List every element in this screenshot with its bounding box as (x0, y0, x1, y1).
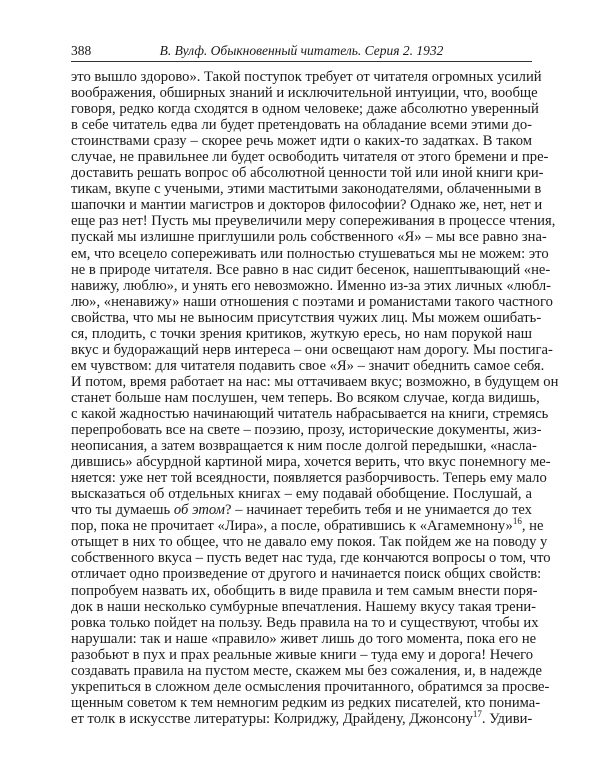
header-rule (71, 61, 532, 62)
text-segment: отличает одно произведение от другого и начинается поиск общих свойств: (71, 566, 542, 583)
text-line (71, 630, 537, 647)
text-segment: пускай мы излишне приглушили роль собственного «Я» – мы все равно зна- (71, 229, 547, 246)
text-segment: отыщет в них то общее, что не давало ему покоя. Так пойдем же на поводу у (71, 534, 548, 551)
text-line (71, 69, 542, 85)
text-line (71, 213, 556, 230)
text-line (71, 101, 539, 118)
text-segment: тикам, вкупе с учеными, этими маститыми законодателями, облаченными в (71, 181, 542, 198)
text-line (71, 647, 532, 663)
text-segment: это вышло здорово». Такой поступок требует от читателя огромных усилий (71, 69, 542, 85)
text-segment: неописания, а затем возвращается к ним после долгой передышки, «насла- (71, 438, 537, 455)
text-segment: что ты думаешь (71, 502, 174, 519)
text-line (71, 708, 533, 727)
text-line (71, 181, 542, 198)
text-segment: свойства, что мы не выносим присутствия чужих лиц. Мы можем ошибать- (71, 309, 542, 326)
text-segment: ет толк в искусстве литературы: Колриджу, Драйдену, Джонсону (71, 710, 473, 727)
text-line (71, 85, 538, 102)
text-line (71, 245, 549, 262)
italic-text: об этом (173, 502, 225, 519)
text-line (71, 149, 549, 166)
text-line (71, 389, 540, 406)
text-line (71, 422, 542, 439)
text-line (71, 133, 532, 149)
text-segment: высказаться об отдельных книгах – ему подавай обобщение. Послушай, а (71, 486, 532, 503)
text-segment: воображения, обширных знаний и исключительной интуиции, что, вообще (71, 85, 538, 102)
text-segment: щенным советом к тем немногим редким из редких писателей, кто понима- (71, 694, 541, 711)
page-number: 388 (71, 43, 92, 58)
footnote-ref: 16 (512, 516, 522, 527)
text-line (71, 582, 538, 599)
text-segment: дившись» абсурдной картиной мира, хочется верить, что вкус понемногу ме- (71, 454, 551, 471)
text-segment: перепробовать все на свете – поэзию, прозу, исторические документы, жиз- (71, 422, 542, 439)
text-segment: попробуем назвать их, обобщить в виде правила и тем самым внести поря- (71, 582, 538, 599)
text-segment: няется: уже нет той всеядности, появляется разборчивость. Теперь ему мало (71, 470, 547, 487)
text-segment: ем, что всецело сопереживать или полностью стушеваться мы не можем: это (71, 245, 549, 262)
text-line (71, 534, 548, 551)
body-text (71, 69, 559, 727)
text-segment: в себе читатель едва ли будет претендовать на обладание всеми этими до- (71, 117, 532, 134)
text-line (71, 438, 537, 455)
text-line (71, 662, 543, 679)
text-segment: с какой жадностью начинающий читатель набрасывается на книги, стремясь (71, 405, 549, 422)
text-segment: доставить решать вопрос об абсолютной ценности той или иной книги кри- (71, 165, 544, 182)
text-segment: навижу, люблю», и унять его невозможно. Именно из-за этих личных «любл- (71, 277, 552, 294)
text-line (71, 598, 537, 615)
text-segment: , не (521, 518, 544, 535)
text-line (71, 454, 551, 471)
text-segment: стоинствами сразу – скорее речь может идти о каких-то задатках. В таком (71, 133, 532, 150)
text-segment: создавать правила на пустом месте, скажем мы без сожаления, и, в надежде (71, 662, 543, 679)
text-segment: ем чувством: для читателя подавить свое «Я» – значит обеднить самое себя. (71, 357, 545, 374)
text-line (71, 678, 550, 695)
text-segment: док в наши несколько сумбурные впечатления. Нашему вкусу такая трени- (71, 598, 537, 615)
text-line (71, 486, 532, 502)
text-segment: не в природе читателя. Все равно в нас сидит бесенок, нашептывающий «не- (71, 261, 551, 278)
text-line (71, 229, 547, 246)
text-line (71, 341, 553, 358)
text-line (71, 516, 544, 535)
text-segment: ровка только пойдет на пользу. Ведь правила на то и существуют, чтобы их (71, 614, 539, 631)
text-segment: пор, пока не прочитает «Лира», а после, обратившись к «Агамемнону» (71, 518, 513, 535)
running-header (71, 43, 532, 61)
text-line (71, 326, 532, 342)
text-segment: станет больше нам послушен, чем теперь. Во всяком случае, когда видишь, (71, 389, 540, 406)
text-line (71, 117, 532, 133)
running-title: В. Вулф. Обыкновенный читатель. Серия 2. 1932 (159, 43, 444, 58)
text-line (71, 197, 543, 214)
text-line (71, 309, 542, 326)
text-line (71, 694, 541, 711)
text-line (71, 293, 553, 310)
text-line (71, 502, 532, 518)
text-line (71, 165, 544, 182)
text-line (71, 614, 539, 631)
text-line (71, 405, 549, 422)
text-line (71, 566, 542, 583)
text-segment: говоря, редко когда сходятся в одном человеке; даже абсолютно уверенный (71, 101, 539, 118)
footnote-ref: 17 (472, 708, 482, 719)
text-segment: укрепиться в сложном деле осмысления прочитанного, обратимся за просве- (71, 678, 550, 695)
text-line (71, 277, 552, 294)
text-segment: вкус и будоражащий нерв интереса – они освещают нам дорогу. Мы постига- (71, 341, 553, 358)
text-line (71, 373, 559, 390)
text-line (71, 470, 547, 487)
text-segment: ся, плодить, с точки зрения критиков, жуткую ересь, но нам порукой наш (71, 325, 532, 342)
text-line (71, 550, 551, 567)
text-line (71, 261, 551, 278)
text-segment: еще раз нет! Пусть мы преувеличили меру сопереживания в процессе чтения, (71, 213, 556, 230)
text-segment: нарушали: так и наше «правило» живет лишь до того момента, пока его не (71, 630, 537, 647)
text-segment: . Удиви- (481, 710, 533, 727)
text-segment: лю», «ненавижу» наши отношения с поэтами и романистами такого частного (71, 293, 553, 310)
text-segment: ? – начинает теребить тебя и не унимается до тех (224, 502, 532, 519)
text-line (71, 357, 545, 374)
text-segment: шапочки и мантии магистров и докторов философии? Однако же, нет, нет и (71, 197, 543, 214)
text-segment: случае, не правильнее ли будет освободить читателя от этого бремени и пре- (71, 149, 549, 166)
text-segment: разобьют в пух и прах реальные живые книги – туда ему и дорога! Нечего (71, 646, 534, 663)
text-segment: собственного вкуса – пусть ведет нас туда, где кончаются вопросы о том, что (71, 550, 551, 567)
text-segment: И потом, время работает на нас: мы оттачиваем вкус; возможно, в будущем он (71, 373, 559, 390)
